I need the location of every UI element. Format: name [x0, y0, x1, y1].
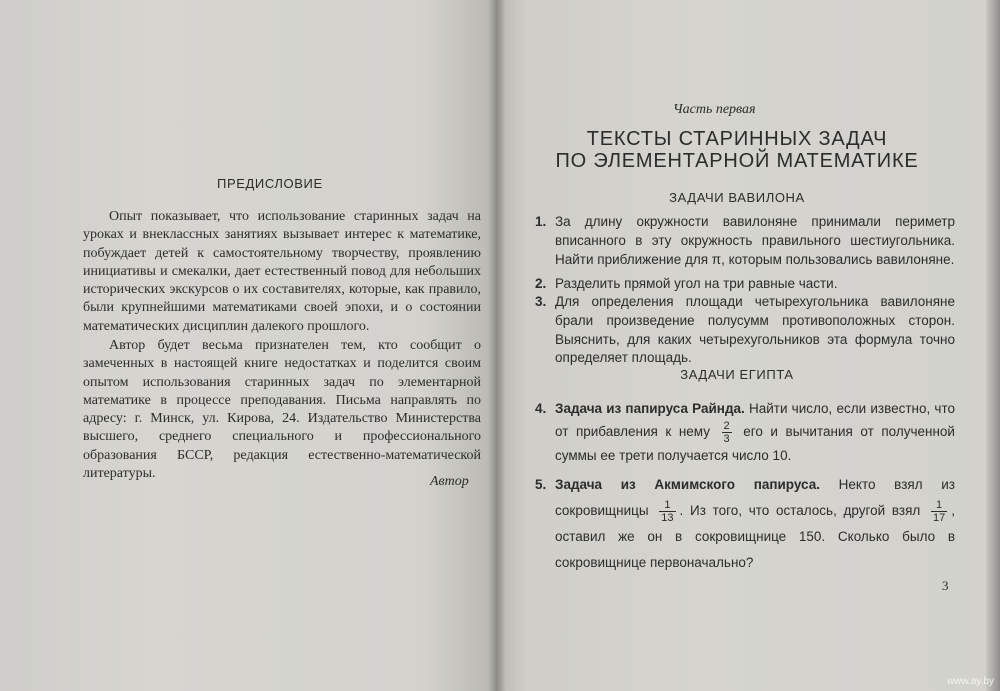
- problem-number: 3.: [535, 294, 547, 309]
- chapter-title-line-2: ПО ЭЛЕМЕНТАРНОЙ МАТЕМАТИКЕ: [555, 150, 919, 172]
- problem-number: 2.: [535, 276, 547, 291]
- page-number: 3: [942, 578, 949, 593]
- fraction: [659, 499, 675, 524]
- section-babylon: ЗАДАЧИ ВАВИЛОНА: [669, 190, 805, 205]
- page-edge: [986, 0, 1000, 691]
- author-signature: Автор: [430, 474, 469, 489]
- problem-4: [535, 398, 955, 467]
- problem-text: Разделить прямой угол на три равные части.: [555, 276, 838, 291]
- problem-number: 5.: [535, 477, 547, 492]
- problem-text-a: Найти число, если известно, что от прибавления к нему: [555, 401, 955, 440]
- problem-2: [535, 275, 955, 294]
- problem-3: [535, 293, 955, 368]
- problem-text: За длину окружности вавилоняне принимали периметр вписанного в эту окружность правильного шестиугольника. Найти приближение для π, которым пользовались вавилоняне.: [555, 214, 955, 267]
- right-page: [497, 0, 1000, 691]
- chapter-title-line-1: ТЕКСТЫ СТАРИННЫХ ЗАДАЧ: [586, 128, 888, 150]
- problem-source: Задача из Акмимского папируса.: [555, 477, 820, 492]
- left-page: [0, 0, 497, 691]
- problem-number: 1.: [535, 214, 547, 229]
- preface-paragraph-2: Автор будет весьма признателен тем, кто сообщит о замеченных в настоящей книге недостатках и поделится своим опытом использования старинных задач по элементарной математике в процессе преподавания. Письма направлять по адресу: г. Минск, ул. Кирова, 24. Издательство Министерства высшего, среднего специального и профессионального образования БССР, редакция естественно-математической литературы.: [83, 338, 481, 482]
- part-label: Часть первая: [673, 102, 756, 117]
- fraction-numerator: 1: [931, 499, 947, 512]
- fraction: [931, 499, 947, 524]
- fraction-denominator: 3: [723, 433, 730, 445]
- problem-text: Для определения площади четырехугольника вавилоняне брали произведение полусумм противоположных сторон. Выяснить, для каких четырехугольников эта формула точно определяет площадь.: [555, 294, 955, 366]
- fraction-denominator: 13: [661, 511, 674, 524]
- fraction-denominator: 17: [932, 511, 946, 524]
- section-egypt: ЗАДАЧИ ЕГИПТА: [680, 367, 794, 382]
- problem-source: Задача из папируса Райнда.: [555, 401, 745, 416]
- problem-text: [555, 472, 955, 576]
- fraction-numerator: 1: [659, 499, 675, 512]
- problem-text-b: его и вычитания от полученной суммы ее трети получается число 10.: [555, 424, 955, 463]
- problem-text-b: . Из того, что осталось, другой взял: [679, 503, 921, 518]
- book-gutter: [488, 0, 506, 691]
- preface-paragraph-1: Опыт показывает, что использование старинных задач на уроках и внеклассных занятиях вызывает интерес к математике, побуждает детей к самостоятельному творчеству, проявлению инициативы и смекалки, дает естественный повод для небольших исторических экскурсов о их составителях, которые, как правило, были крупнейшими математиками своей эпохи, и о состоянии математических дисциплин далекого прошлого.: [83, 209, 481, 334]
- problem-text: [555, 398, 955, 467]
- watermark: www.ay.by: [946, 676, 994, 687]
- problem-text-a: Некто взял из сокровищницы: [555, 477, 955, 518]
- problem-number: 4.: [535, 401, 547, 416]
- preface-heading: ПРЕДИСЛОВИЕ: [217, 176, 323, 191]
- problem-text-c: , оставил же он в сокровищнице 150. Сколько было в сокровищнице первоначально?: [555, 503, 955, 570]
- fraction-numerator: 2: [723, 420, 730, 432]
- problem-1: [535, 213, 955, 269]
- fraction: [722, 420, 732, 445]
- problem-5: [535, 472, 955, 576]
